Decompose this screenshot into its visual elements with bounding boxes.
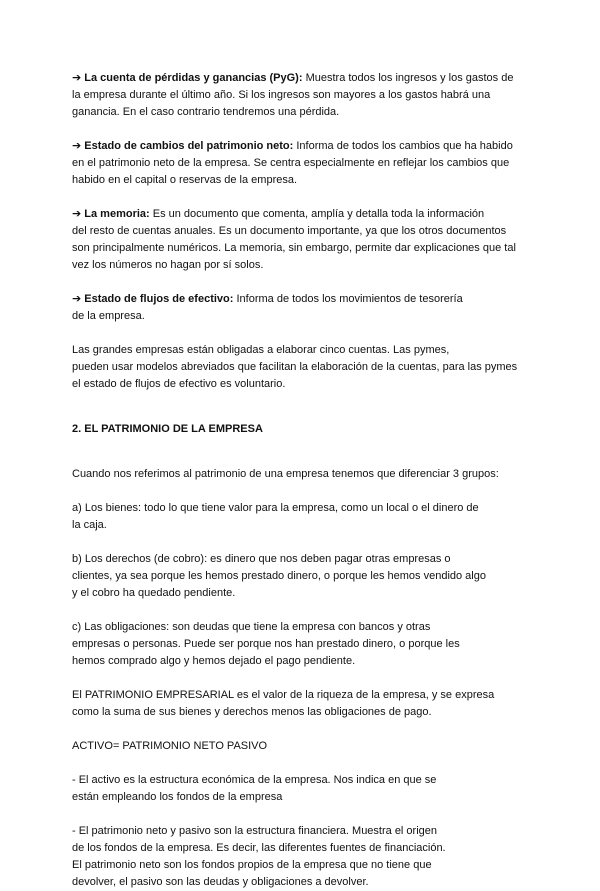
grandes-line-3: el estado de flujos de efectivo es voluntario. xyxy=(72,378,286,390)
term-efe: ➔ Estado de flujos de efectivo: xyxy=(72,293,234,305)
term-ecpn: ➔ Estado de cambios del patrimonio neto: xyxy=(72,140,294,152)
pasivo-line-1: - El patrimonio neto y pasivo son la estructura financiera. Muestra el origen xyxy=(72,825,438,837)
paragraph-bienes xyxy=(72,500,532,534)
pyg-line-1: Muestra todos los ingresos y los gastos de xyxy=(302,72,514,84)
activo-line-2: están empleando los fondos de la empresa xyxy=(72,791,283,803)
obligaciones-line-1: c) Las obligaciones: son deudas que tiene la empresa con bancos y otras xyxy=(72,621,431,633)
bienes-line-2: la caja. xyxy=(72,519,107,531)
ecpn-line-2: en el patrimonio neto de la empresa. Se centra especialmente en reflejar los cambios que xyxy=(72,157,510,169)
memoria-line-4: vez los números no hagan por sí solos. xyxy=(72,259,264,271)
intro-line-1: Cuando nos referimos al patrimonio de una empresa tenemos que diferenciar 3 grupos: xyxy=(72,468,499,480)
derechos-line-3: y el cobro ha quedado pendiente. xyxy=(72,587,236,599)
efe-line-1: Informa de todos los movimientos de tesorería xyxy=(233,293,463,305)
paragraph-pyg xyxy=(72,70,532,121)
paragraph-activo xyxy=(72,772,532,806)
paragraph-efe xyxy=(72,291,532,325)
pasivo-line-2: de los fondos de la empresa. Es decir, las diferentes fuentes de financiación. xyxy=(72,842,446,854)
paragraph-pasivo xyxy=(72,823,532,891)
term-memoria: ➔ La memoria: xyxy=(72,208,150,220)
patrimonio-line-2: como la suma de sus bienes y derechos menos las obligaciones de pago. xyxy=(72,706,432,718)
ecpn-line-3: habido en el capital o reservas de la empresa. xyxy=(72,174,298,186)
paragraph-ecpn xyxy=(72,138,532,189)
paragraph-obligaciones xyxy=(72,619,532,670)
efe-line-2: de la empresa. xyxy=(72,310,145,322)
paragraph-grandes-empresas xyxy=(72,342,532,393)
activo-line-1: - El activo es la estructura económica de la empresa. Nos indica en que se xyxy=(72,774,437,786)
grandes-line-2: pueden usar modelos abreviados que facilitan la elaboración de la cuentas, para las pymes xyxy=(72,361,518,373)
pasivo-line-3: El patrimonio neto son los fondos propios de la empresa que no tiene que xyxy=(72,859,432,871)
term-pyg: ➔ La cuenta de pérdidas y ganancias (PyG): xyxy=(72,72,303,84)
document-page xyxy=(72,70,532,891)
paragraph-intro xyxy=(72,466,532,483)
obligaciones-line-3: hemos comprado algo y hemos dejado el pago pendiente. xyxy=(72,655,356,667)
pyg-line-2: la empresa durante el último año. Si los ingresos son mayores a los gastos habrá una xyxy=(72,89,491,101)
paragraph-memoria xyxy=(72,206,532,274)
obligaciones-line-2: empresas o personas. Puede ser porque nos han prestado dinero, o porque les xyxy=(72,638,460,650)
paragraph-patrimonio xyxy=(72,687,532,721)
memoria-line-1: Es un documento que comenta, amplía y detalla toda la información xyxy=(149,208,485,220)
paragraph-formula xyxy=(72,738,532,755)
derechos-line-1: b) Los derechos (de cobro): es dinero que nos deben pagar otras empresas o xyxy=(72,553,451,565)
pyg-line-3: ganancia. En el caso contrario tendremos una pérdida. xyxy=(72,106,340,118)
bienes-line-1: a) Los bienes: todo lo que tiene valor para la empresa, como un local o el dinero de xyxy=(72,502,479,514)
ecpn-line-1: Informa de todos los cambios que ha habido xyxy=(293,140,513,152)
memoria-line-3: son principalmente numéricos. La memoria, sin embargo, permite dar explicaciones que tal xyxy=(72,242,516,254)
memoria-line-2: del resto de cuentas anuales. Es un documento importante, ya que los otros documentos xyxy=(72,225,507,237)
grandes-line-1: Las grandes empresas están obligadas a elaborar cinco cuentas. Las pymes, xyxy=(72,344,450,356)
paragraph-derechos xyxy=(72,551,532,602)
section-heading: 2. EL PATRIMONIO DE LA EMPRESA xyxy=(72,423,263,435)
derechos-line-2: clientes, ya sea porque les hemos prestado dinero, o porque les hemos vendido algo xyxy=(72,570,486,582)
pasivo-line-4: devolver, el pasivo son las deudas y obligaciones a devolver. xyxy=(72,876,369,888)
patrimonio-line-1: El PATRIMONIO EMPRESARIAL es el valor de la riqueza de la empresa, y se expresa xyxy=(72,689,495,701)
formula-line-1: ACTIVO= PATRIMONIO NETO PASIVO xyxy=(72,740,268,752)
